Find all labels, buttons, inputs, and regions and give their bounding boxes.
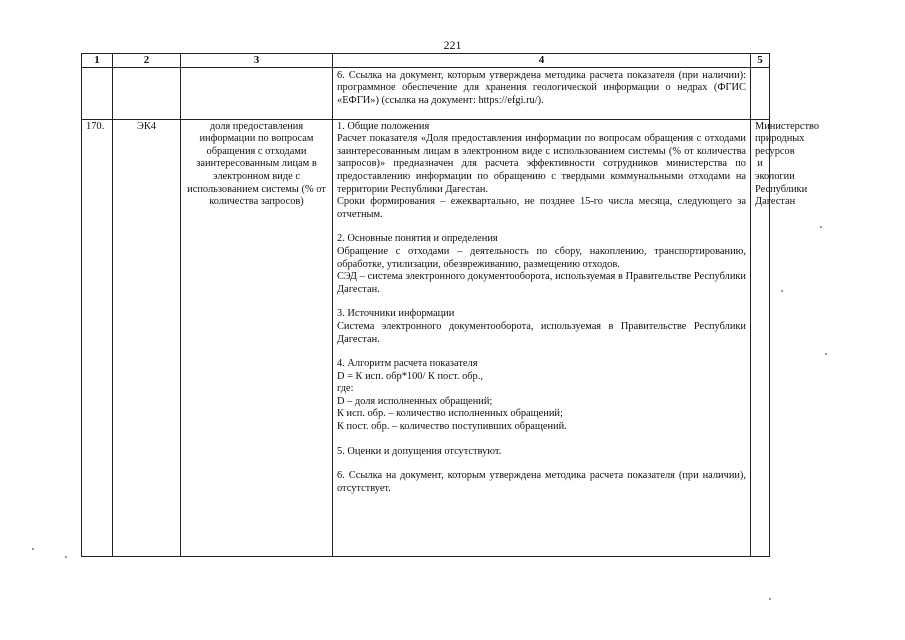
cont-cell-5 [751,67,770,119]
section-3-paragraph-1: Система электронного документооборота, используемая в Правительстве Республики Дагестан. [337,320,746,345]
method-description [333,119,751,556]
formula: D = К исп. обр*100/ К пост. обр., [337,370,483,382]
cont-cell-2 [113,67,181,119]
indicator-code: ЭК4 [113,119,181,556]
header-col-5: 5 [751,54,770,68]
continuation-row [82,67,770,119]
header-col-4: 4 [333,54,751,68]
indicator-table [81,53,820,557]
header-row [82,54,770,68]
section-3-title: 3. Источники информации [337,308,455,320]
header-col-2: 2 [113,54,181,68]
section-2-title: 2. Основные понятия и определения [337,233,498,245]
indicator-name: доля предоставления информации по вопросам обращения с отходами заинтересованным лицам в электронном виде с использованием системы (% от количества запросов) [181,119,333,556]
scan-speck [769,598,771,600]
header-col-1: 1 [82,54,113,68]
scan-speck [32,548,34,550]
formula-where: где: [337,383,354,395]
row-number: 170. [82,119,113,556]
cont-link-text: 6. Ссылка на документ, которым утверждена методика расчета показателя (при наличии): программное обеспечение для хранения геологической информации о недрах (ФГИС «ЕФГИ») (ссылка на документ: https://efgi.ru/). [337,69,746,106]
section-6-text: 6. Ссылка на документ, которым утверждена методика расчета показателя (при наличии), отсутствует. [337,470,746,494]
section-1-paragraph-2: Сроки формирования – ежеквартально, не позднее 15-го числа месяца, следующего за отчетным. [337,196,746,220]
header-col-3: 3 [181,54,333,68]
section-2-paragraph-2: СЭД – система электронного документооборота, используемая в Правительстве Республики Дагестан. [337,271,746,295]
formula-var-k-isp: К исп. обр. – количество исполненных обращений; [337,408,563,420]
section-1-paragraph-1: Расчет показателя «Доля предоставления информации по вопросам обращения с отходами заинтересованным лицам в электронном виде с использованием системы (% от количества запросов)» предназначен для расчета эффективности сотрудников министерства по предоставлению информации по обращению с твердыми коммунальными отходами на территории Республики Дагестан. [337,133,746,195]
scan-speck [65,556,67,558]
formula-var-k-post: К пост. обр. – количество поступивших обращений. [337,421,567,433]
scan-speck [820,226,822,228]
indicator-row [82,119,770,556]
cont-method-text [333,67,751,119]
section-4-title: 4. Алгоритм расчета показателя [337,358,478,370]
section-2-paragraph-1: Обращение с отходами – деятельность по сбору, накоплению, транспортированию, обработке, утилизации, обезвреживанию, размещению отходов. [337,245,746,270]
section-5-text: 5. Оценки и допущения отсутствуют. [337,445,502,457]
cont-cell-1 [82,67,113,119]
page-number: 221 [443,38,462,52]
scan-speck [825,353,827,355]
section-1-title: 1. Общие положения [337,120,430,132]
cont-cell-3 [181,67,333,119]
responsible-body: Министерство природных ресурсов и экологии Республики Дагестан [751,119,770,556]
scan-speck [781,290,783,292]
formula-var-d: D – доля исполненных обращений; [337,395,493,407]
